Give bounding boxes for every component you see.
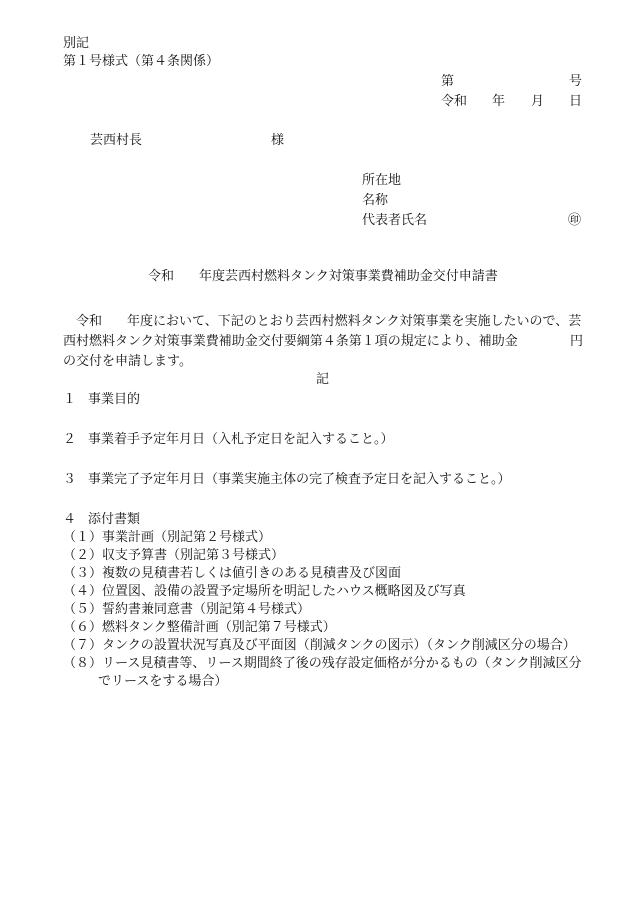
item-4-number: ４ <box>63 512 77 527</box>
attachment-2: （２）収支予算書（別記第３号様式） <box>63 548 285 563</box>
attachment-8-continuation: でリースをする場合） <box>98 674 228 689</box>
body-line-3: の交付を申請します。 <box>63 354 192 369</box>
applicant-name-label: 名称 <box>362 193 389 208</box>
applicant-rep-label: 代表者氏名 <box>362 213 428 228</box>
applicant-address-label: 所在地 <box>362 173 402 188</box>
attachment-3: （３）複数の見積書若しくは値引きのある見積書及び図面 <box>63 566 402 581</box>
body-line-1 <box>63 312 585 332</box>
item-1-label: 事業目的 <box>88 392 141 407</box>
attachment-4: （４）位置図、設備の設置予定場所を明記したハウス概略図及び写真 <box>63 584 466 599</box>
ki-heading: 記 <box>316 372 330 387</box>
body-line2-text: 西村燃料タンク対策事業費補助金交付要綱第４条第１項の規定により、補助金 <box>63 334 518 349</box>
item-3-label: 事業完了予定年月日（事業実施主体の完了検査予定日を記入すること。） <box>88 472 511 487</box>
item-1 <box>63 392 140 408</box>
doc-number-suffix: 号 <box>569 74 583 89</box>
body-line-2 <box>63 332 585 352</box>
body-line2-yen: 円 <box>570 334 584 349</box>
annex-label: 別記 <box>63 36 90 51</box>
date-day: 日 <box>569 94 583 109</box>
body-line1-era: 令和 <box>76 314 103 329</box>
attachment-1: （１）事業計画（別記第２号様式） <box>63 530 272 545</box>
item-1-number: １ <box>63 392 77 407</box>
item-2 <box>63 432 394 448</box>
item-3 <box>63 472 511 488</box>
body-line1-text: 年度において、下記のとおり芸西村燃料タンク対策事業を実施したいので、芸 <box>127 314 582 329</box>
date-year: 年 <box>492 94 506 109</box>
date-month: 月 <box>531 94 545 109</box>
title-era: 令和 <box>148 269 175 284</box>
form-number: 第１号様式（第４条関係） <box>63 54 220 69</box>
attachment-7: （７）タンクの設置状況写真及び平面図（削減タンクの図示）（タンク削減区分の場合） <box>63 638 576 653</box>
item-4 <box>63 512 140 528</box>
date-era: 令和 <box>441 94 468 109</box>
body-paragraph <box>63 312 585 372</box>
addressee-name: 芸西村長 <box>90 133 143 148</box>
attachment-6: （６）燃料タンク整備計画（別記第７号様式） <box>63 620 336 635</box>
item-2-label: 事業着手予定年月日（入札予定日を記入すること。） <box>88 432 394 447</box>
item-2-number: ２ <box>63 432 77 447</box>
seal-mark: ㊞ <box>568 213 582 228</box>
page-title: 年度芸西村燃料タンク対策事業費補助金交付申請書 <box>199 269 498 284</box>
doc-number-prefix: 第 <box>441 74 455 89</box>
item-3-number: ３ <box>63 472 77 487</box>
item-4-label: 添付書類 <box>88 512 141 527</box>
addressee-honorific: 様 <box>271 133 285 148</box>
attachment-5: （５）誓約書兼同意書（別記第４号様式） <box>63 602 311 617</box>
attachment-8: （８）リース見積書等、リース期間終了後の残存設定価格が分かるもの（タンク削減区分 <box>63 656 582 671</box>
